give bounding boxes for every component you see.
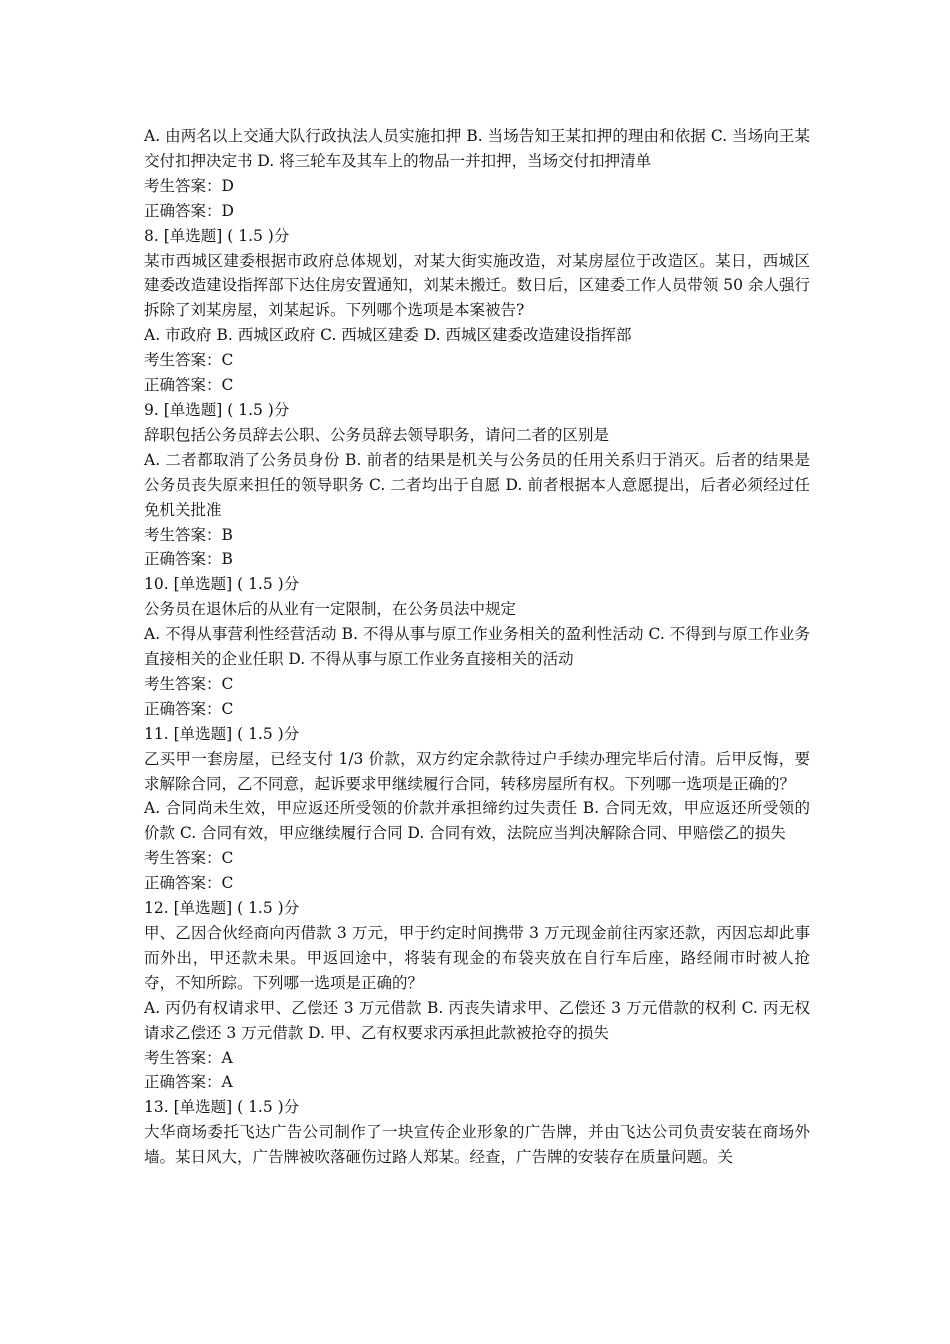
- question-options: A. 由两名以上交通大队行政执法人员实施扣押 B. 当场告知王某扣押的理由和依据 C. 当场向王某交付扣押决定书 D. 将三轮车及其车上的物品一并扣押，当场交付扣押清单: [144, 127, 810, 170]
- student-answer: 考生答案：C: [144, 674, 234, 693]
- student-answer: 考生答案：A: [144, 1048, 233, 1067]
- correct-answer: 正确答案：D: [144, 201, 234, 220]
- question-options: A. 市政府 B. 西城区政府 C. 西城区建委 D. 西城区建委改造建设指挥部: [144, 326, 632, 345]
- question-8: [144, 224, 810, 398]
- question-stem: 乙买甲一套房屋，已经支付 1/3 价款，双方约定余款待过户手续办理完毕后付清。后甲反悔，要求解除合同，乙不同意，起诉要求甲继续履行合同，转移房屋所有权。下列哪一选项是正确的？: [144, 749, 810, 793]
- student-answer: 考生答案：C: [144, 849, 234, 868]
- correct-answer: 正确答案：C: [144, 699, 234, 718]
- question-options: A. 合同尚未生效，甲应返还所受领的价款并承担缔约过失责任 B. 合同无效，甲应返还所受领的价款 C. 合同有效，甲应继续履行合同 D. 合同有效，法院应当判决解除合同、甲赔偿乙的损失: [144, 799, 810, 843]
- question-fragment: [144, 124, 810, 224]
- question-stem: 辞职包括公务员辞去公职、公务员辞去领导职务，请问二者的区别是: [144, 425, 610, 444]
- question-stem: 公务员在退休后的从业有一定限制，在公务员法中规定: [144, 600, 517, 619]
- question-header: 12. [单选题] ( 1.5 )分: [144, 899, 300, 918]
- student-answer: 考生答案：B: [144, 525, 233, 544]
- document-body: [144, 124, 810, 1170]
- question-10: [144, 572, 810, 721]
- question-header: 11. [单选题] ( 1.5 )分: [144, 724, 300, 743]
- correct-answer: 正确答案：C: [144, 376, 234, 395]
- question-options: A. 二者都取消了公务员身份 B. 前者的结果是机关与公务员的任用关系归于消灭。后者的结果是公务员丧失原来担任的领导职务 C. 二者均出于自愿 D. 前者根据本人意愿提出，后者必须经过任免机关批准: [144, 450, 810, 519]
- question-stem: 某市西城区建委根据市政府总体规划，对某大街实施改造，对某房屋位于改造区。某日，西城区建委改造建设指挥部下达住房安置通知，刘某未搬迁。数日后，区建委工作人员带领 50 余人强行拆除了刘某房屋，刘某起诉。下列哪个选项是本案被告?: [144, 251, 810, 320]
- correct-answer: 正确答案：A: [144, 1073, 233, 1092]
- student-answer: 考生答案：D: [144, 176, 234, 195]
- question-options: A. 丙仍有权请求甲、乙偿还 3 万元借款 B. 丙丧失请求甲、乙偿还 3 万元借款的权利 C. 丙无权请求乙偿还 3 万元借款 D. 甲、乙有权要求丙承担此款被抢夺的损失: [144, 998, 810, 1042]
- correct-answer: 正确答案：B: [144, 550, 233, 569]
- student-answer: 考生答案：C: [144, 351, 234, 370]
- question-stem: 甲、乙因合伙经商向丙借款 3 万元，甲于约定时间携带 3 万元现金前往丙家还款，丙因忘却此事而外出，甲还款未果。甲返回途中，将装有现金的布袋夹放在自行车后座，路经闹市时被人抢夺，不知所踪。下列哪一选项是正确的？: [144, 924, 810, 992]
- question-header: 13. [单选题] ( 1.5 )分: [144, 1098, 300, 1117]
- question-12: [144, 896, 810, 1095]
- question-11: [144, 722, 810, 896]
- question-header: 9. [单选题] ( 1.5 )分: [144, 400, 290, 419]
- question-13: [144, 1095, 810, 1170]
- question-header: 10. [单选题] ( 1.5 )分: [144, 575, 300, 594]
- correct-answer: 正确答案：C: [144, 874, 234, 893]
- question-stem: 大华商场委托飞达广告公司制作了一块宣传企业形象的广告牌，并由飞达公司负责安装在商场外墙。某日风大，广告牌被吹落砸伤过路人郑某。经查，广告牌的安装存在质量问题。关: [144, 1123, 810, 1167]
- question-options: A. 不得从事营利性经营活动 B. 不得从事与原工作业务相关的盈利性活动 C. 不得到与原工作业务直接相关的企业任职 D. 不得从事与原工作业务直接相关的活动: [144, 625, 810, 669]
- question-9: [144, 398, 810, 572]
- question-header: 8. [单选题] ( 1.5 )分: [144, 226, 290, 245]
